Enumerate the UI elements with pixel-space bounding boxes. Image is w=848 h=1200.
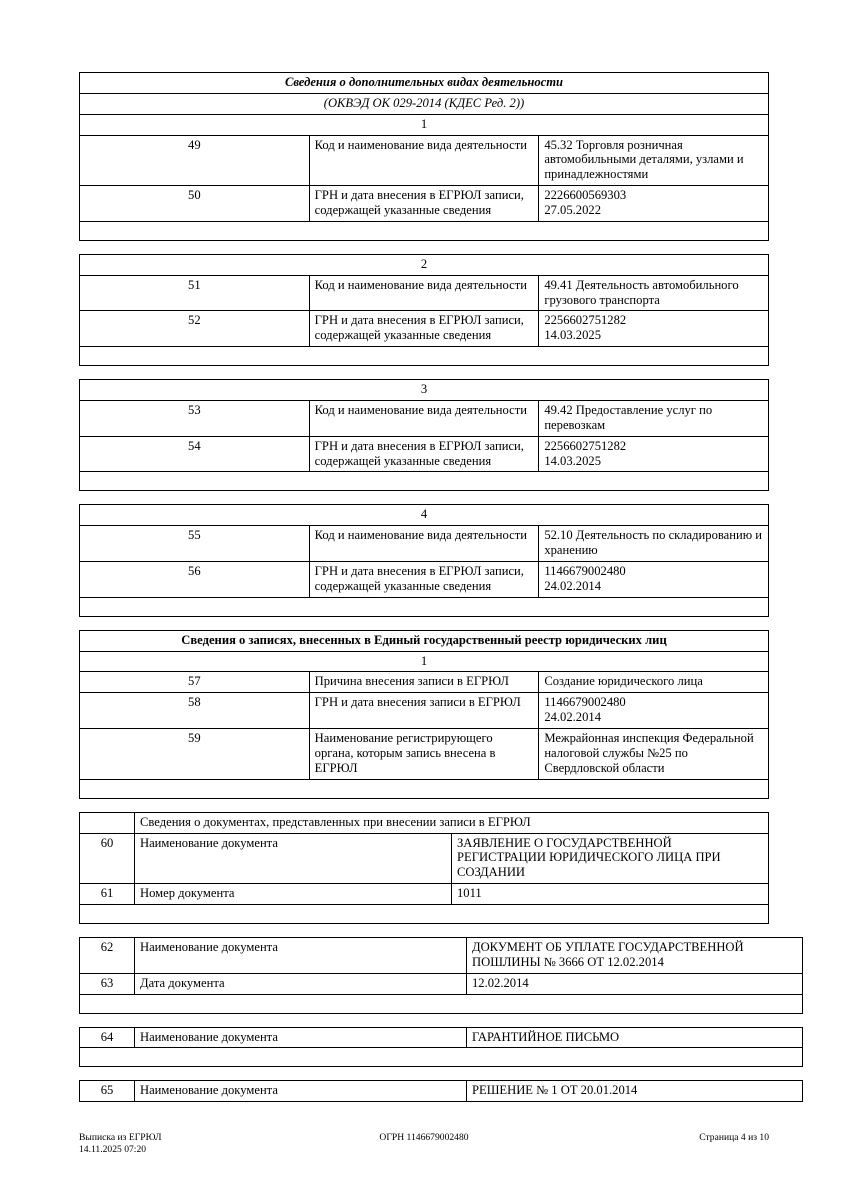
table-row <box>80 937 803 973</box>
spacer-cell <box>80 994 803 1013</box>
block-gap <box>79 799 769 812</box>
records-title-row <box>80 630 769 651</box>
row-label: Наименование документа <box>135 833 452 884</box>
row-value: 2256602751282 14.03.2025 <box>539 311 769 347</box>
table-row <box>80 672 769 693</box>
footer-row-2 <box>79 1144 769 1156</box>
group-number: 1 <box>80 651 769 672</box>
block-gap <box>79 924 769 937</box>
page-footer <box>79 1132 769 1156</box>
documents-subhead-row <box>80 812 769 833</box>
document-body <box>79 72 769 1102</box>
row-number: 64 <box>80 1027 135 1048</box>
block-gap <box>79 617 769 630</box>
documents-table-3 <box>79 1027 803 1068</box>
spacer-row <box>80 221 769 240</box>
footer-datetime: 14.11.2025 07:20 <box>79 1144 147 1155</box>
documents-table-4 <box>79 1080 803 1102</box>
block-gap <box>79 1067 769 1080</box>
table-row <box>80 1027 803 1048</box>
group-number-row <box>80 651 769 672</box>
row-label: ГРН и дата внесения записи в ЕГРЮЛ <box>309 693 539 729</box>
group-number-row <box>80 380 769 401</box>
row-number: 59 <box>80 729 310 780</box>
row-number: 55 <box>80 526 310 562</box>
subhead-number <box>80 812 135 833</box>
row-number: 57 <box>80 672 310 693</box>
table-row <box>80 884 769 905</box>
row-label: Наименование регистрирующего органа, которым запись внесена в ЕГРЮЛ <box>309 729 539 780</box>
block-gap <box>79 241 769 254</box>
table-row <box>80 973 803 994</box>
row-value: 49.41 Деятельность автомобильного грузового транспорта <box>539 275 769 311</box>
row-number: 56 <box>80 562 310 598</box>
row-label: Дата документа <box>135 973 467 994</box>
activities-table-group3 <box>79 379 769 491</box>
records-table <box>79 630 769 799</box>
spacer-row <box>80 904 769 923</box>
row-number: 62 <box>80 937 135 973</box>
footer-ogrn: ОГРН 1146679002480 <box>379 1132 469 1143</box>
spacer-row <box>80 779 769 798</box>
row-label: Код и наименование вида деятельности <box>309 275 539 311</box>
row-value: РЕШЕНИЕ № 1 ОТ 20.01.2014 <box>467 1081 803 1102</box>
group-number-row <box>80 505 769 526</box>
group-number: 4 <box>80 505 769 526</box>
spacer-cell <box>80 221 769 240</box>
table-row <box>80 693 769 729</box>
activities-title: Сведения о дополнительных видах деятельности <box>80 73 769 94</box>
footer-title: Выписка из ЕГРЮЛ <box>79 1132 162 1143</box>
row-number: 50 <box>80 186 310 222</box>
group-number: 1 <box>80 114 769 135</box>
spacer-row <box>80 1048 803 1067</box>
row-label: Наименование документа <box>135 1027 467 1048</box>
row-number: 60 <box>80 833 135 884</box>
documents-subhead: Сведения о документах, представленных при внесении записи в ЕГРЮЛ <box>135 812 769 833</box>
row-label: Номер документа <box>135 884 452 905</box>
row-value: 49.42 Предоставление услуг по перевозкам <box>539 401 769 437</box>
activities-title-row <box>80 73 769 94</box>
spacer-cell <box>80 1048 803 1067</box>
row-number: 54 <box>80 436 310 472</box>
row-value: Межрайонная инспекция Федеральной налоговой службы №25 по Свердловской области <box>539 729 769 780</box>
group-number-row <box>80 114 769 135</box>
block-gap <box>79 366 769 379</box>
row-number: 58 <box>80 693 310 729</box>
row-value: Создание юридического лица <box>539 672 769 693</box>
row-value: 2256602751282 14.03.2025 <box>539 436 769 472</box>
row-value: 52.10 Деятельность по складированию и хранению <box>539 526 769 562</box>
row-number: 61 <box>80 884 135 905</box>
row-number: 53 <box>80 401 310 437</box>
row-number: 65 <box>80 1081 135 1102</box>
row-label: ГРН и дата внесения в ЕГРЮЛ записи, содержащей указанные сведения <box>309 562 539 598</box>
activities-subtitle: (ОКВЭД ОК 029-2014 (КДЕС Ред. 2)) <box>80 93 769 114</box>
records-title: Сведения о записях, внесенных в Единый государственный реестр юридических лиц <box>80 630 769 651</box>
row-label: Код и наименование вида деятельности <box>309 401 539 437</box>
row-value: ГАРАНТИЙНОЕ ПИСЬМО <box>467 1027 803 1048</box>
group-number: 3 <box>80 380 769 401</box>
row-value: ЗАЯВЛЕНИЕ О ГОСУДАРСТВЕННОЙ РЕГИСТРАЦИИ ЮРИДИЧЕСКОГО ЛИЦА ПРИ СОЗДАНИИ <box>452 833 769 884</box>
spacer-row <box>80 994 803 1013</box>
activities-subtitle-row <box>80 93 769 114</box>
footer-page: Страница 4 из 10 <box>699 1132 769 1143</box>
group-number-row <box>80 254 769 275</box>
table-row <box>80 135 769 186</box>
row-value: ДОКУМЕНТ ОБ УПЛАТЕ ГОСУДАРСТВЕННОЙ ПОШЛИНЫ № 3666 ОТ 12.02.2014 <box>467 937 803 973</box>
spacer-row <box>80 472 769 491</box>
table-row <box>80 833 769 884</box>
row-label: Код и наименование вида деятельности <box>309 526 539 562</box>
block-gap <box>79 491 769 504</box>
spacer-row <box>80 597 769 616</box>
row-label: Наименование документа <box>135 1081 467 1102</box>
table-row <box>80 311 769 347</box>
group-number: 2 <box>80 254 769 275</box>
spacer-cell <box>80 347 769 366</box>
activities-table-group2 <box>79 254 769 366</box>
table-row <box>80 729 769 780</box>
activities-table-group4 <box>79 504 769 616</box>
spacer-row <box>80 347 769 366</box>
row-value: 1011 <box>452 884 769 905</box>
table-row <box>80 526 769 562</box>
spacer-cell <box>80 779 769 798</box>
row-number: 63 <box>80 973 135 994</box>
row-label: Наименование документа <box>135 937 467 973</box>
table-row <box>80 1081 803 1102</box>
row-number: 49 <box>80 135 310 186</box>
row-label: ГРН и дата внесения в ЕГРЮЛ записи, содержащей указанные сведения <box>309 311 539 347</box>
row-number: 52 <box>80 311 310 347</box>
spacer-cell <box>80 904 769 923</box>
spacer-cell <box>80 597 769 616</box>
row-number: 51 <box>80 275 310 311</box>
row-value: 1146679002480 24.02.2014 <box>539 693 769 729</box>
block-gap <box>79 1014 769 1027</box>
row-value: 12.02.2014 <box>467 973 803 994</box>
table-row <box>80 186 769 222</box>
table-row <box>80 275 769 311</box>
row-value: 45.32 Торговля розничная автомобильными деталями, узлами и принадлежностями <box>539 135 769 186</box>
row-value: 1146679002480 24.02.2014 <box>539 562 769 598</box>
row-label: Причина внесения записи в ЕГРЮЛ <box>309 672 539 693</box>
table-row <box>80 401 769 437</box>
row-label: ГРН и дата внесения в ЕГРЮЛ записи, содержащей указанные сведения <box>309 186 539 222</box>
documents-table-2 <box>79 937 803 1014</box>
row-label: ГРН и дата внесения в ЕГРЮЛ записи, содержащей указанные сведения <box>309 436 539 472</box>
row-label: Код и наименование вида деятельности <box>309 135 539 186</box>
table-row <box>80 436 769 472</box>
footer-row-1 <box>79 1132 769 1144</box>
table-row <box>80 562 769 598</box>
documents-table <box>79 812 769 924</box>
row-value: 2226600569303 27.05.2022 <box>539 186 769 222</box>
spacer-cell <box>80 472 769 491</box>
activities-table <box>79 72 769 241</box>
